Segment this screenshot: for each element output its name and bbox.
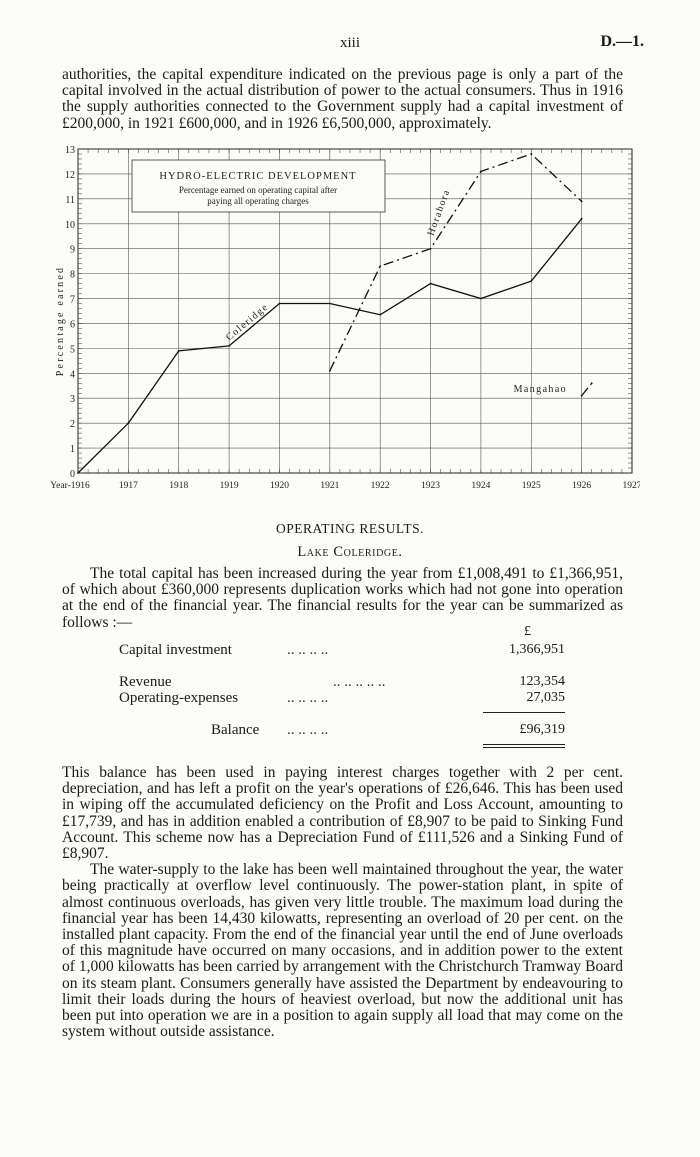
data-point-coleridge xyxy=(279,303,281,305)
row-label: Operating-expenses xyxy=(119,690,239,706)
data-point-coleridge xyxy=(228,345,230,347)
row-amount: 1,366,951 xyxy=(509,642,565,657)
data-point-coleridge xyxy=(480,298,482,300)
y-tick-label: 2 xyxy=(70,419,75,431)
y-tick-label: 9 xyxy=(70,244,75,256)
x-tick-label: 1917 xyxy=(118,481,138,491)
operating-expenses-row xyxy=(119,690,565,708)
y-tick-label: 11 xyxy=(65,194,75,206)
row-leader: .. .. .. .. xyxy=(287,722,329,738)
row-amount: 27,035 xyxy=(526,690,565,705)
y-tick-label: 3 xyxy=(70,394,75,406)
total-rule-2 xyxy=(483,747,565,748)
chart-subtitle-line-1: Percentage earned on operating capital after xyxy=(178,185,338,195)
row-leader: .. .. .. .. xyxy=(287,642,329,658)
y-tick-label: 12 xyxy=(65,169,75,181)
series-label-mangahao: Mangahao xyxy=(513,384,568,395)
document-reference: D.—1. xyxy=(600,33,644,50)
x-tick-label: 1920 xyxy=(269,481,289,491)
results-text-1: The total capital has been increased during the year from £1,008,491 to £1,366,951, of which about £360,000 represents duplication works which had not gone into operation at the end of the financial year. The financial results for the year can be summarized as follows :— xyxy=(62,565,623,631)
y-tick-label: 4 xyxy=(70,369,75,381)
operating-results-heading: OPERATING RESULTS. xyxy=(275,521,425,536)
y-tick-label: 8 xyxy=(70,269,75,281)
y-tick-label: 7 xyxy=(70,294,75,306)
data-point-coleridge xyxy=(530,280,532,282)
balance-row xyxy=(119,722,565,740)
x-tick-label: 1924 xyxy=(471,481,491,491)
series-label-horahora: Horahora xyxy=(425,187,453,238)
subtotal-rule xyxy=(483,712,565,713)
data-point-coleridge xyxy=(430,283,432,285)
row-label: Capital investment xyxy=(119,642,232,658)
intro-paragraph xyxy=(62,67,623,132)
capital-investment-row xyxy=(119,642,565,660)
y-tick-label: 1 xyxy=(70,444,75,456)
x-tick-label: 1922 xyxy=(370,481,390,491)
y-tick-label: 10 xyxy=(65,219,75,231)
currency-symbol: £ xyxy=(524,624,531,639)
page-number: xiii xyxy=(339,35,360,51)
x-tick-label: 1926 xyxy=(572,481,592,491)
series-line-mangahao xyxy=(582,383,592,395)
x-tick-label: 1919 xyxy=(219,481,239,491)
chart-title: HYDRO-ELECTRIC DEVELOPMENT xyxy=(159,171,357,182)
x-tick-label: 1923 xyxy=(421,481,441,491)
y-tick-label: 13 xyxy=(65,145,75,156)
data-point-horahora xyxy=(379,265,381,267)
hydro-electric-chart xyxy=(50,143,640,493)
chart-svg xyxy=(50,143,640,493)
series-label-coleridge: Coleridge xyxy=(223,301,271,344)
data-point-coleridge xyxy=(178,350,180,352)
results-text-2: This balance has been used in paying interest charges together with 2 per cent. depreciation, and has left a profit on the year's operations of £26,646. This has been used in wiping off the accumulated deficiency on the Profit and Loss Account, amounting to £17,739, and has in addition enabled a contribution of £8,907 to be paid to Sinking Fund Account. This scheme now has a Depreciation Fund of £111,526 and a Sinking Fund of £8,907. xyxy=(62,764,623,863)
data-point-horahora xyxy=(530,153,532,155)
row-leader: .. .. .. .. xyxy=(287,690,329,706)
data-point-horahora xyxy=(480,171,482,173)
data-point-horahora xyxy=(329,370,331,372)
data-point-horahora xyxy=(430,248,432,250)
results-paragraph-1 xyxy=(62,566,623,631)
data-point-coleridge xyxy=(329,303,331,305)
row-leader: .. .. .. .. .. xyxy=(333,674,386,690)
results-paragraph-2 xyxy=(62,765,623,1040)
x-tick-label: 1927 xyxy=(622,481,640,491)
row-amount: £96,319 xyxy=(519,722,565,737)
y-tick-label: 5 xyxy=(70,344,75,356)
results-text-3: The water-supply to the lake has been well maintained throughout the year, the water being practically at overflow level continuously. The power-station plant, in spite of almost continuous overloads, has given very little trouble. The maximum load during the financial year has been 14,430 kilowatts, representing an overload of 20 per cent. on the installed plant capacity. From the end of the financial year until the end of June overloads of this magnitude have occurred on many occasions, and in addition power to the extent of 1,000 kilowatts has been carried by arrangement with the Christchurch Tramway Board on its steam plant. Consumers generally have assisted the Department by endeavouring to limit their loads during the hours of heaviest overload, but now the additional unit has been put into operation we are in a position to again supply all load that may come on the system without outside assistance. xyxy=(62,861,623,1041)
intro-text: authorities, the capital expenditure indicated on the previous page is only a part of the capital involved in the actual distribution of power to the actual consumers. Thus in 1916 the supply authorities connected to the Government supply had a capital investment of £200,000, in 1921 £600,000, and in 1926 £6,500,000, approximately. xyxy=(62,66,623,132)
total-rule-1 xyxy=(483,744,565,745)
y-tick-label: 0 xyxy=(70,469,75,480)
row-amount: 123,354 xyxy=(519,674,565,689)
lake-coleridge-subheading: Lake Coleridge. xyxy=(297,544,403,560)
data-point-coleridge xyxy=(581,218,583,220)
data-point-coleridge xyxy=(127,422,129,424)
x-tick-label: 1925 xyxy=(521,481,541,491)
data-point-mangahao xyxy=(591,382,593,384)
row-label: Balance xyxy=(211,722,260,738)
x-tick-label: 1921 xyxy=(320,481,340,491)
y-tick-label: 6 xyxy=(70,319,75,331)
x-tick-label: 1918 xyxy=(169,481,189,491)
data-point-coleridge xyxy=(379,314,381,316)
data-point-horahora xyxy=(581,200,583,202)
data-point-coleridge xyxy=(77,472,79,474)
row-label: Revenue xyxy=(119,674,172,690)
y-axis-label: Percentage earned xyxy=(55,265,66,377)
x-tick-label: Year-1916 xyxy=(50,481,90,491)
data-point-mangahao xyxy=(581,395,583,397)
chart-subtitle-line-2: paying all operating charges xyxy=(207,196,309,206)
